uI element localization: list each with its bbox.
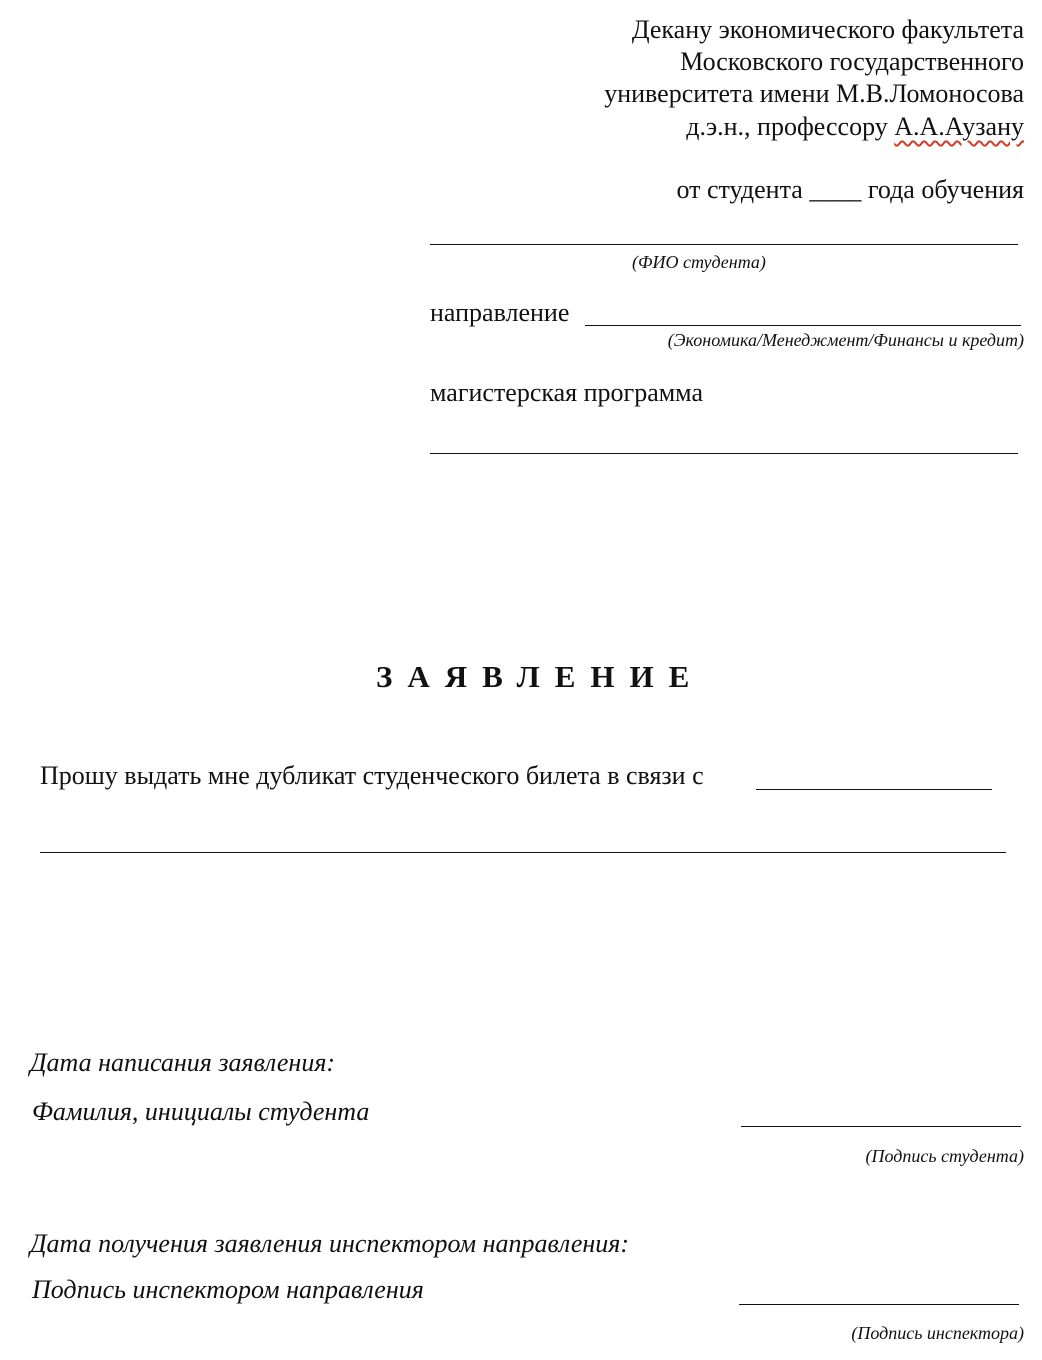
reason-continuation-line[interactable] [40, 852, 1006, 853]
date-received-label: Дата получения заявления инспектором направления: [30, 1229, 630, 1258]
direction-hint: (Экономика/Менеджмент/Финансы и кредит) [667, 330, 1024, 350]
addressee-line-4 [686, 111, 1024, 143]
inspector-signature-line[interactable] [739, 1304, 1019, 1305]
student-signature-hint: (Подпись студента) [865, 1146, 1024, 1166]
inspector-signature-hint: (Подпись инспектора) [851, 1323, 1024, 1343]
master-program-blank-line[interactable] [430, 453, 1018, 454]
from-student-suffix: года обучения [861, 175, 1024, 204]
student-signature-line[interactable] [741, 1126, 1021, 1127]
addressee-line-2: Московского государственного [680, 47, 1024, 76]
inspector-signature-label: Подпись инспектором направления [32, 1275, 424, 1304]
fio-hint: (ФИО студента) [632, 252, 766, 272]
direction-label: направление [430, 298, 570, 327]
addressee-name: А.А.Аузану [894, 112, 1024, 141]
request-text: Прошу выдать мне дубликат студенческого билета в связи с [40, 761, 704, 790]
master-program-label: магистерская программа [430, 378, 703, 407]
reason-blank-line[interactable] [756, 789, 992, 790]
addressee-line-3: университета имени М.В.Ломоносова [604, 79, 1024, 108]
student-name-label: Фамилия, инициалы студента [32, 1097, 370, 1126]
document-title: ЗАЯВЛЕНИЕ [376, 659, 705, 694]
study-year-blank[interactable]: ____ [809, 175, 862, 204]
addressee-line-1: Декану экономического факультета [631, 15, 1024, 44]
from-student-prefix: от студента [676, 175, 810, 204]
direction-blank-line[interactable] [585, 325, 1021, 326]
date-written-label: Дата написания заявления: [30, 1048, 336, 1077]
from-student-line [676, 174, 1024, 206]
fio-blank-line[interactable] [430, 244, 1018, 245]
addressee-title: д.э.н., профессору [686, 112, 895, 141]
